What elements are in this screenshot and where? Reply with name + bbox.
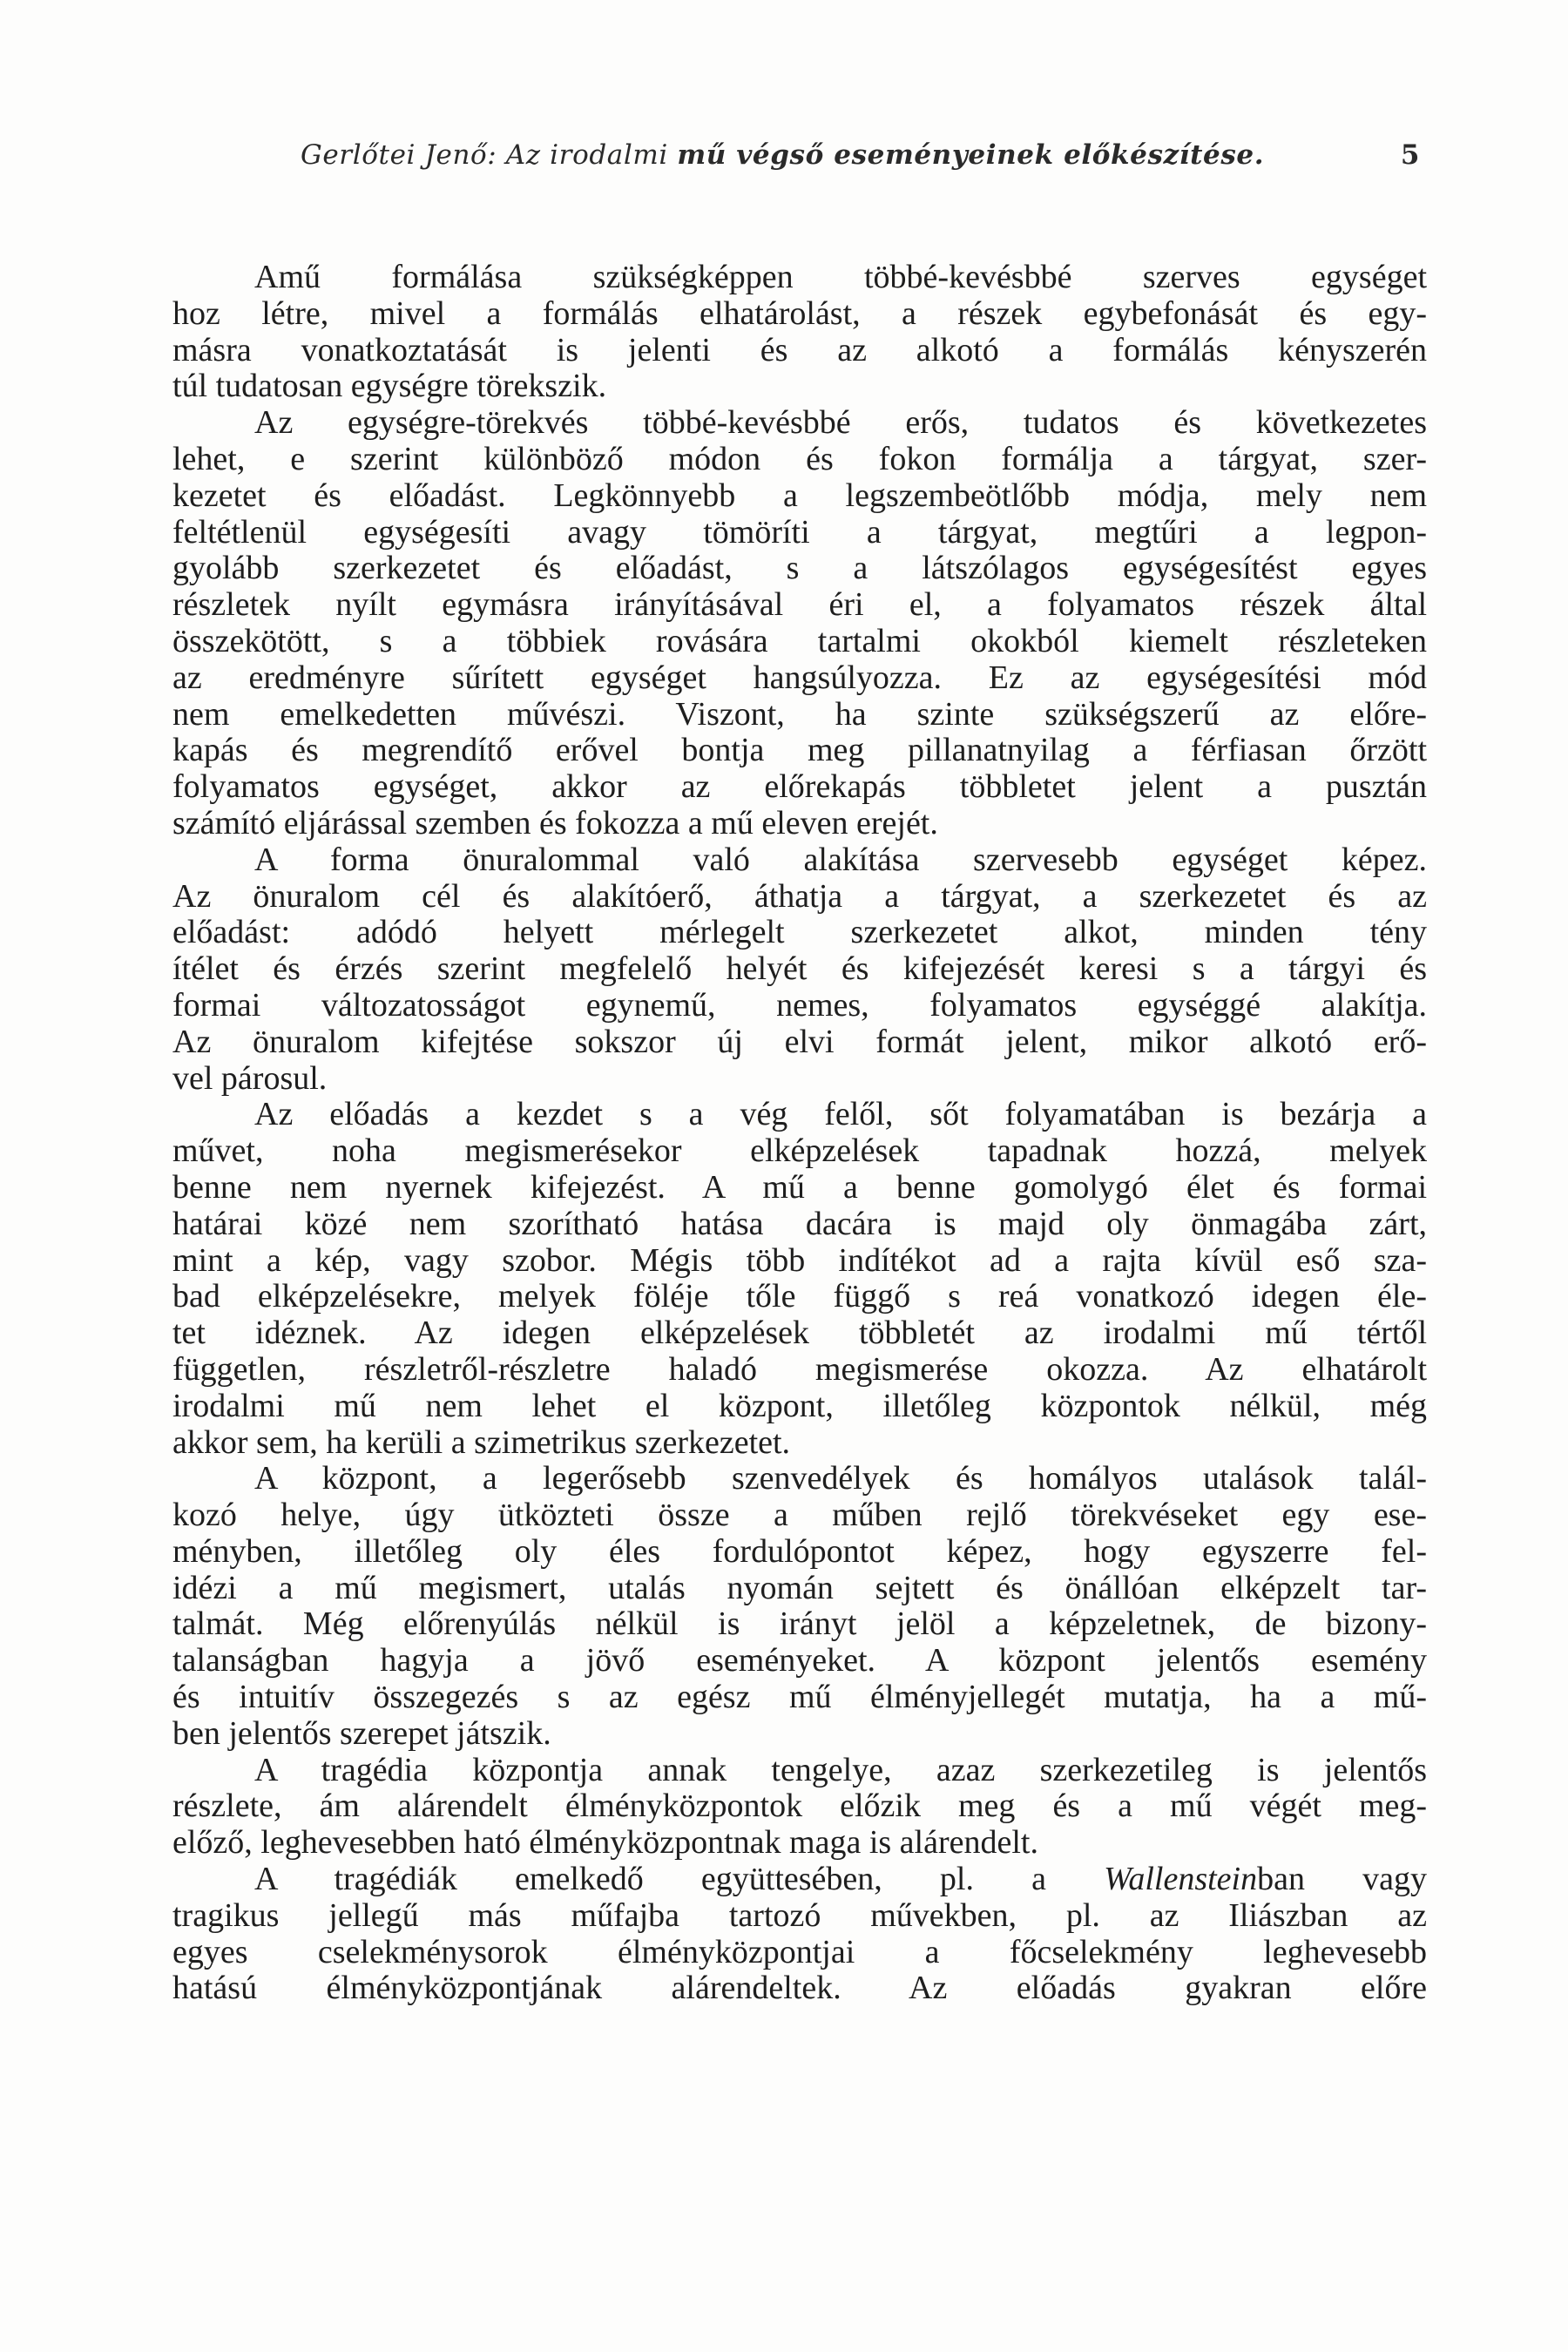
text-line: kapás és megrendítő erővel bontja meg pillanatnyilag a férfiasan őrzött xyxy=(172,732,1427,769)
paragraph xyxy=(172,842,1427,1098)
text-line: előadást: adódó helyett mérlegelt szerkezetet alkot, minden tény xyxy=(172,914,1427,951)
text-line: kozó helye, úgy ütközteti össze a műben rejlő törekvéseket egy ese- xyxy=(172,1497,1427,1534)
running-head-title xyxy=(301,139,1264,171)
text-line: Az önuralom kifejtése sokszor új elvi formát jelent, mikor alkotó erő- xyxy=(172,1023,1427,1060)
text-line: feltétlenül egységesíti avagy tömöríti a tárgyat, megtűri a legpon- xyxy=(172,513,1427,551)
text-line: idézi a mű megismert, utalás nyomán sejtett és önállóan elképzelt tar- xyxy=(172,1569,1427,1606)
text-line: és intuitív összegezés s az egész mű élményjellegét mutatja, ha a mű- xyxy=(172,1679,1427,1716)
text-line: ítélet és érzés szerint megfelelő helyét és kifejezését keresi s a tárgyi és xyxy=(172,950,1427,988)
text-line: gyolább szerkezetet és előadást, s a látszólagos egységesítést egyes xyxy=(172,550,1427,587)
paragraph xyxy=(172,405,1427,842)
text-line: ben jelentős szerepet játszik. xyxy=(172,1714,551,1752)
text-line: független, részletről-részletre haladó megismerése okozza. Az elhatárolt xyxy=(172,1350,1427,1388)
text-line: hoz létre, mivel a formálás elhatárolást, a részek egybefonását és egy- xyxy=(172,294,1427,332)
title-emphasis: mű végső eseményeinek előkészítése. xyxy=(677,139,1265,171)
text-line: túl tudatosan egységre törekszik. xyxy=(172,368,607,405)
paragraph xyxy=(172,260,1427,405)
text-line: határai közé nem szorítható hatása dacára is majd oly önmagába zárt, xyxy=(172,1205,1427,1242)
running-head xyxy=(301,139,1420,192)
italic-title: Wallenstein xyxy=(1104,1861,1258,1898)
author-name: Gerlőtei Jenő: xyxy=(301,139,497,171)
text-line: akkor sem, ha kerüli a szimetrikus szerkezetet. xyxy=(172,1423,791,1461)
text-line: mint a kép, vagy szobor. Mégis több indítékot ad a rajta kívül eső sza- xyxy=(172,1241,1427,1279)
text-line: előző, leghevesebben ható élményközpontnak maga is alárendelt. xyxy=(172,1824,1038,1862)
text-line: bad elképzelésekre, melyek föléje tőle függő s reá vonatkozó idegen éle- xyxy=(172,1278,1427,1315)
page-number: 5 xyxy=(1400,139,1420,171)
paragraph xyxy=(172,1862,1427,2007)
text-line: számító eljárással szemben és fokozza a mű eleven erejét. xyxy=(172,804,938,841)
text-line: ményben, illetőleg oly éles fordulópontot képez, hogy egyszerre fel- xyxy=(172,1532,1427,1570)
text-line: másra vonatkoztatását is jelenti és az alkotó a formálás kényszerén xyxy=(172,331,1427,368)
text-line: lehet, e szerint különböző módon és fokon formálja a tárgyat, szer- xyxy=(172,440,1427,477)
title-plain: Az irodalmi xyxy=(505,139,668,171)
paragraph xyxy=(172,1753,1427,1862)
text-line: benne nem nyernek kifejezést. A mű a benne gomolygó élet és formai xyxy=(172,1168,1427,1206)
text-line: művet, noha megismerésekor elképzelések tapadnak hozzá, melyek xyxy=(172,1132,1427,1170)
text-line: A tragédia központja annak tengelye, azaz szerkezetileg is jelentős xyxy=(254,1751,1427,1788)
text-line: részletek nyílt egymásra irányításával éri el, a folyamatos részek által xyxy=(172,586,1427,624)
paragraph xyxy=(172,1097,1427,1461)
paragraph xyxy=(172,1461,1427,1752)
text-line: talmát. Még előrenyúlás nélkül is irányt jelöl a képzeletnek, de bizony- xyxy=(172,1605,1427,1643)
text-line: Az önuralom cél és alakítóerő, áthatja a tárgyat, a szerkezetet és az xyxy=(172,877,1427,915)
text-line: tet idéznek. Az idegen elképzelések többletét az irodalmi mű tértől xyxy=(172,1315,1427,1352)
text-line: összekötött, s a többiek rovására tartalmi okokból kiemelt részleteken xyxy=(172,622,1427,659)
text-line: vel párosul. xyxy=(172,1059,328,1097)
text-line: formai változatosságot egynemű, nemes, folyamatos egységgé alakítja. xyxy=(172,986,1427,1024)
text-line: Az előadás a kezdet s a vég felől, sőt folyamatában is bezárja a xyxy=(254,1096,1427,1133)
text-line: részlete, ám alárendelt élményközpontok előzik meg és a mű végét meg- xyxy=(172,1788,1427,1825)
text-line: kezetet és előadást. Legkönnyebb a legszembeötlőbb módja, mely nem xyxy=(172,476,1427,514)
body-text xyxy=(172,260,1427,2007)
text-line: hatású élményközpontjának alárendeltek. Az előadás gyakran előre xyxy=(172,1970,1427,2007)
text-line: A tragédiák emelkedő együttesében, pl. a Wallensteinban vagy xyxy=(254,1861,1427,1898)
text-line: az eredményre sűrített egységet hangsúlyozza. Ez az egységesítési mód xyxy=(172,659,1427,696)
text-line: tragikus jellegű más műfajba tartozó művekben, pl. az Iliászban az xyxy=(172,1896,1427,1934)
text-line: A forma önuralommal való alakítása szervesebb egységet képez. xyxy=(254,841,1427,878)
text-line: Amű formálása szükségképpen többé-kevésbbé szerves egységet xyxy=(254,259,1427,295)
text-line: A központ, a legerősebb szenvedélyek és homályos utalások talál- xyxy=(254,1460,1427,1497)
text-line: Az egységre-törekvés többé-kevésbbé erős, tudatos és következetes xyxy=(254,404,1427,442)
text-line: nem emelkedetten művészi. Viszont, ha szinte szükségszerű az előre- xyxy=(172,695,1427,733)
text-line: folyamatos egységet, akkor az előrekapás többletet jelent a pusztán xyxy=(172,768,1427,806)
text-line: talanságban hagyja a jövő eseményeket. A központ jelentős esemény xyxy=(172,1642,1427,1680)
text-line: irodalmi mű nem lehet el központ, illetőleg központok nélkül, még xyxy=(172,1387,1427,1424)
text-line: egyes cselekménysorok élményközpontjai a főcselekmény leghevesebb xyxy=(172,1933,1427,1970)
